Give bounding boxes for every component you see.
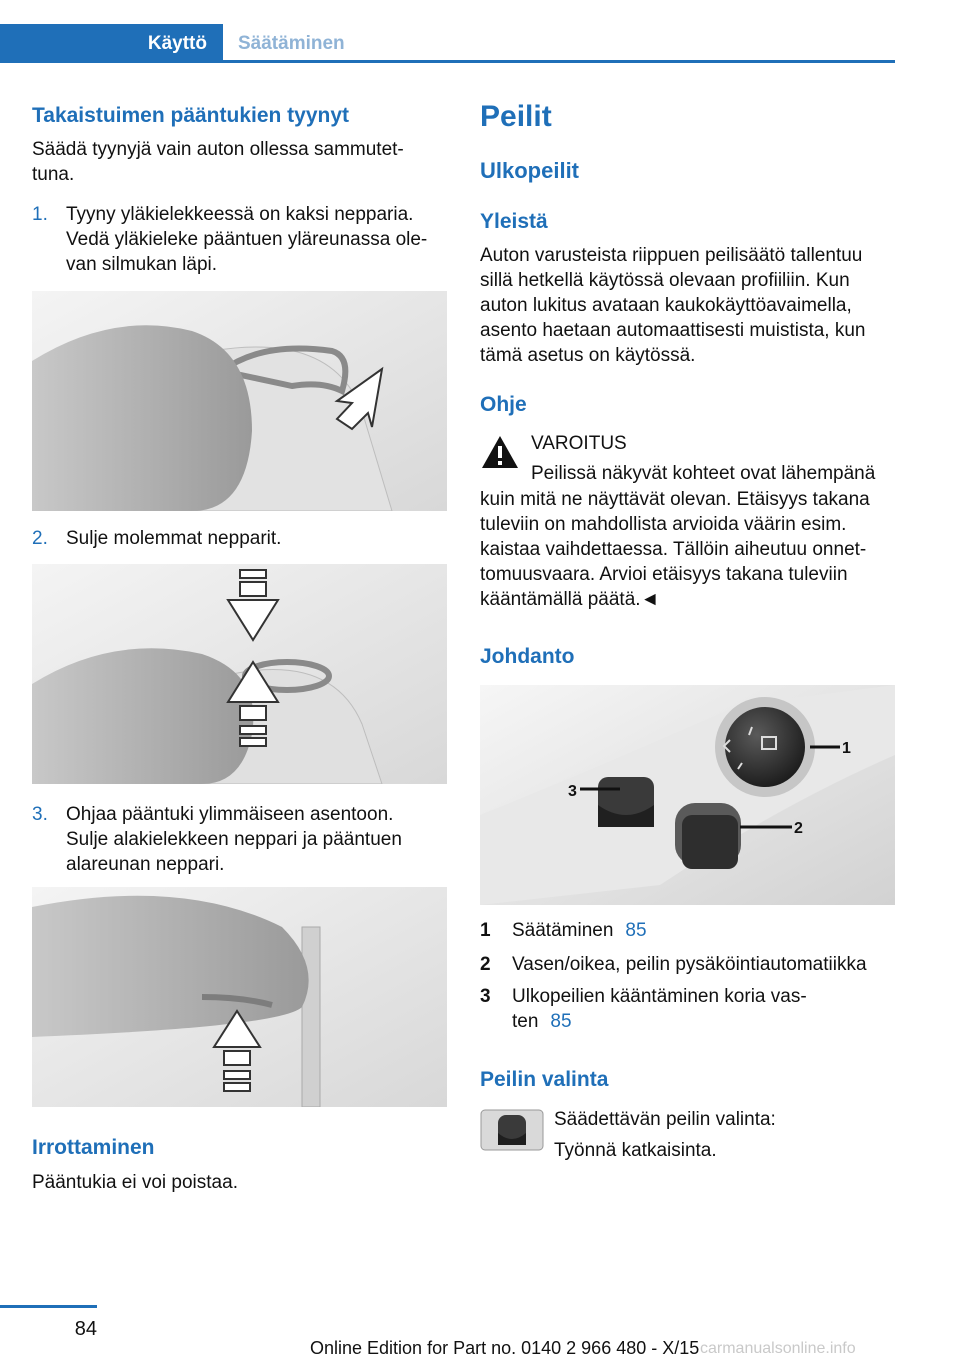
note-heading: Ohje (480, 393, 527, 416)
tab-kaytto[interactable] (0, 24, 223, 63)
step-1 (32, 202, 452, 282)
mirror-select-line-1: Säädettävän peilin valinta: (554, 1109, 776, 1130)
step-3-line-3: alareunan neppari. (66, 854, 225, 875)
callout-2: 2 (794, 820, 803, 837)
step-2 (32, 526, 452, 554)
warning-line: kaistaa vaihdettaessa. Tällöin aiheutuu onnet‐ (480, 539, 867, 560)
removal-text: Pääntukia ei voi poistaa. (32, 1172, 238, 1193)
legend-key: 1 (480, 920, 491, 941)
callout-1: 1 (842, 740, 851, 757)
step-number: 2. (32, 528, 48, 549)
warning-line: tomuusvaara. Arvioi etäisyys takana tuleviin (480, 564, 848, 585)
intro-line-2: tuna. (32, 164, 75, 185)
headrest-figure-3 (32, 887, 447, 1107)
legend-text: Ulkopeilien kääntäminen koria vas‐ (512, 986, 807, 1007)
mirror-controls-figure (480, 685, 895, 905)
footer-edition: Online Edition for Part no. 0140 2 966 480 - X/15 (310, 1338, 700, 1358)
callout-3: 3 (568, 783, 577, 800)
step-2-line-1: Sulje molemmat nepparit. (66, 528, 282, 549)
step-1-line-2: Vedä yläkieleke pääntuen yläreunassa ole‐ (66, 229, 428, 250)
headrest-figure-2 (32, 564, 447, 784)
intro-line-1: Säädä tyynyjä vain auton ollessa sammutet‐ (32, 139, 404, 160)
general-line: tämä asetus on käytössä. (480, 345, 696, 366)
warning-label: VAROITUS (531, 433, 627, 454)
legend-text: Säätäminen (512, 920, 614, 941)
general-line: Auton varusteista riippuen peilisäätö tallentuu (480, 245, 863, 266)
headrest-cushion-heading: Takaistuimen pääntukien tyynyt (32, 104, 350, 127)
legend-key: 3 (480, 986, 491, 1007)
legend-key: 2 (480, 954, 491, 975)
legend-item-2 (480, 952, 900, 978)
section-title: Ulkopeilit (480, 158, 580, 183)
mirror-select-heading: Peilin valinta (480, 1068, 609, 1091)
page-ref-link[interactable]: 85 (550, 1011, 572, 1032)
warning-line: tuleviin on mahdollista arvioida väärin esim. (480, 514, 847, 535)
warning-line: kääntämällä päätä.◄ (480, 589, 660, 610)
warning-icon (480, 434, 520, 475)
page-number: 84 (74, 1318, 97, 1340)
tab-kaytto-label: Käyttö (147, 32, 207, 54)
page-title: Peilit (480, 100, 552, 133)
headrest-figure-1 (32, 291, 447, 511)
legend-item-3 (480, 984, 900, 1036)
step-3 (32, 802, 452, 882)
removal-heading: Irrottaminen (32, 1136, 155, 1159)
page-ref-link[interactable]: 85 (625, 920, 647, 941)
footer-rule (0, 1305, 97, 1308)
step-number: 3. (32, 804, 48, 825)
legend-text: Vasen/oikea, peilin pysäköintiautomatiikka (512, 954, 867, 975)
watermark: carmanualsonline.info (700, 1340, 856, 1357)
step-number: 1. (32, 204, 48, 225)
tab-saataminen[interactable] (238, 24, 345, 63)
step-3-line-2: Sulje alakielekkeen neppari ja pääntuen (66, 829, 402, 850)
intro-heading: Johdanto (480, 645, 575, 668)
general-heading: Yleistä (480, 210, 548, 233)
warning-line: kuin mitä ne näyttävät olevan. Etäisyys takana (480, 489, 870, 510)
general-line: auton lukitus avataan kaukokäyttöavaimella, (480, 295, 852, 316)
mirror-select-switch-icon (480, 1109, 544, 1156)
general-line: asento haetaan automaattisesti muistista, kun (480, 320, 866, 341)
step-1-line-3: van silmukan läpi. (66, 254, 218, 275)
warning-line: Peilissä näkyvät kohteet ovat lähempänä (531, 463, 876, 484)
header-rule (0, 60, 895, 63)
tab-saataminen-label: Säätäminen (238, 32, 345, 54)
step-3-line-1: Ohjaa pääntuki ylimmäiseen asentoon. (66, 804, 394, 825)
legend-item-1 (480, 918, 900, 944)
mirror-select-line-2: Työnnä katkaisinta. (554, 1140, 717, 1161)
step-1-line-1: Tyyny yläkielekkeessä on kaksi nepparia. (66, 204, 414, 225)
general-paragraph (480, 243, 900, 368)
warning-paragraph (480, 487, 900, 612)
legend-text: ten (512, 1011, 539, 1032)
general-line: sillä hetkellä käytössä olevaan profiiliin. Kun (480, 270, 850, 291)
